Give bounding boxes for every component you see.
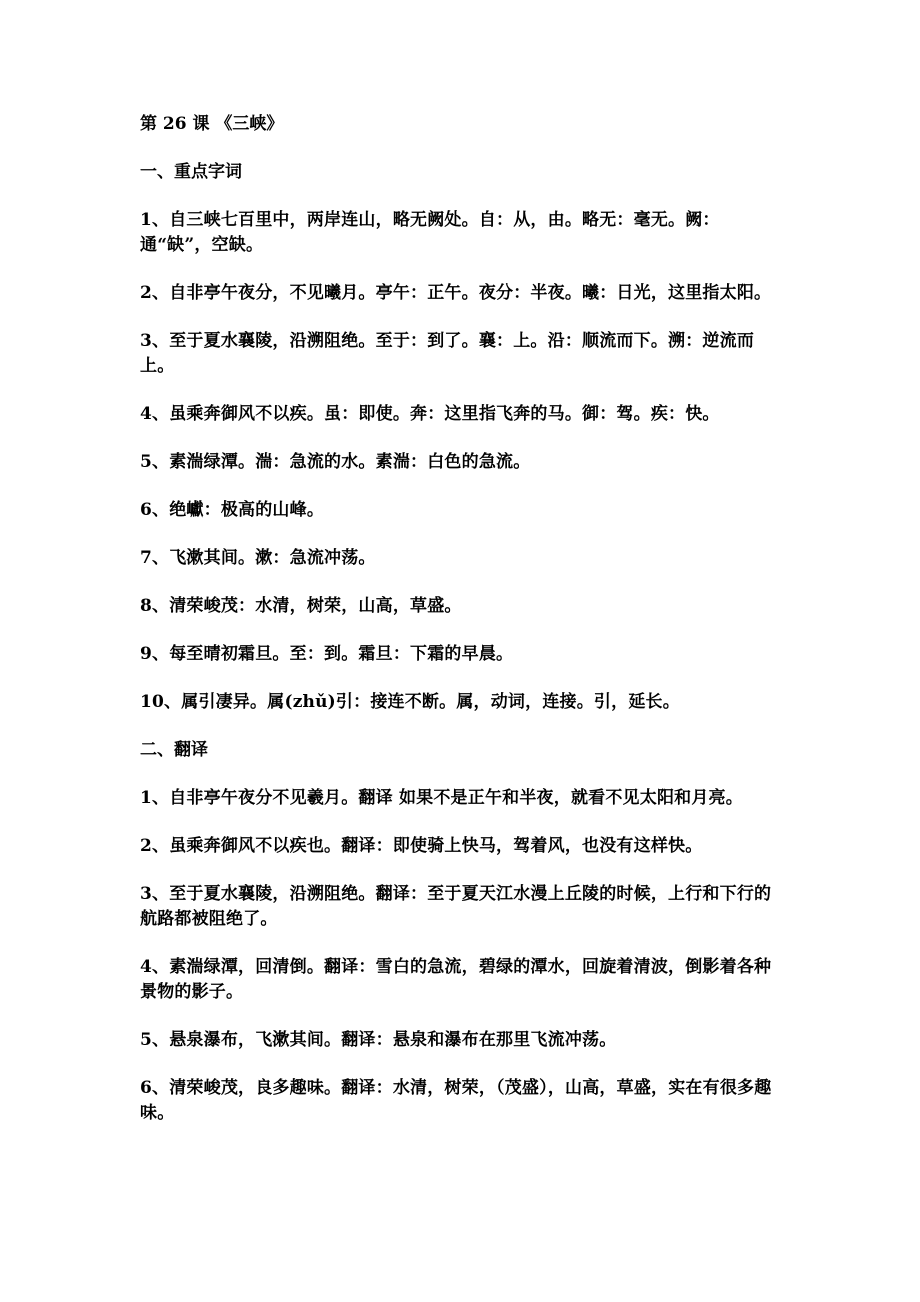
key-word-item-5: 5、素湍绿潭。湍：急流的水。素湍：白色的急流。 (140, 452, 531, 472)
key-word-item-1: 1、自三峡七百里中，两岸连山，略无阙处。自：从，由。略无：毫无。阙：通“缺”，空缺。 (140, 210, 720, 255)
section-heading-translation: 二、翻译 (140, 740, 208, 760)
page-title: 第 26 课 《三峡》 (140, 114, 284, 134)
translation-item-6: 6、清荣峻茂，良多趣味。翻译：水清，树荣，（茂盛），山高，草盛，实在有很多趣味。 (140, 1078, 772, 1123)
translation-item-5: 5、悬泉瀑布，飞漱其间。翻译：悬泉和瀑布在那里飞流冲荡。 (140, 1030, 617, 1050)
translation-item-4: 4、素湍绿潭，回清倒。翻译：雪白的急流，碧绿的潭水，回旋着清波，倒影着各种景物的影子。 (140, 957, 772, 1002)
key-word-item-3: 3、至于夏水襄陵，沿溯阻绝。至于：到了。襄：上。沿：顺流而下。溯：逆流而上。 (140, 331, 755, 376)
key-word-item-10: 10、属引凄异。属(zhǔ)引：接连不断。属，动词，连接。引，延长。 (140, 692, 680, 712)
section-heading-key-words: 一、重点字词 (140, 162, 242, 182)
document-page (140, 112, 785, 1149)
key-word-item-9: 9、每至晴初霜旦。至：到。霜旦：下霜的早晨。 (140, 644, 514, 664)
key-word-item-2: 2、自非亭午夜分，不见曦月。亭午：正午。夜分：半夜。曦：日光，这里指太阳。 (140, 283, 772, 303)
translation-item-2: 2、虽乘奔御风不以疾也。翻译：即使骑上快马，驾着风，也没有这样快。 (140, 836, 703, 856)
translation-item-1: 1、自非亭午夜分不见羲月。翻译 如果不是正午和半夜，就看不见太阳和月亮。 (140, 788, 743, 808)
key-word-item-7: 7、飞漱其间。漱：急流冲荡。 (140, 548, 376, 568)
key-word-item-8: 8、清荣峻茂：水清，树荣，山高，草盛。 (140, 596, 462, 616)
translation-item-3: 3、至于夏水襄陵，沿溯阻绝。翻译：至于夏天江水漫上丘陵的时候，上行和下行的航路都被阻绝了。 (140, 884, 772, 929)
key-word-item-6: 6、绝巘：极高的山峰。 (140, 500, 325, 520)
key-word-item-4: 4、虽乘奔御风不以疾。虽：即使。奔：这里指飞奔的马。御：驾。疾：快。 (140, 404, 720, 424)
